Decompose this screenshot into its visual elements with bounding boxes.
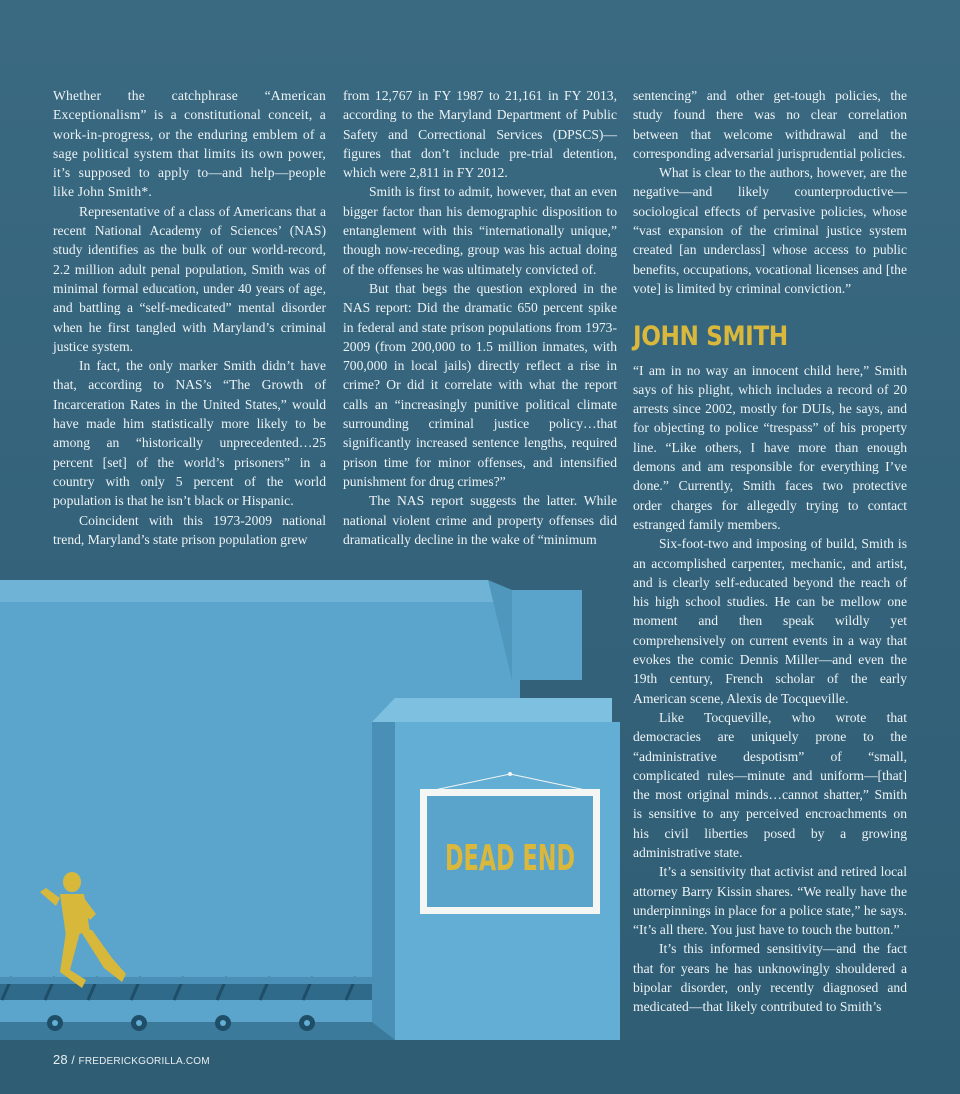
page-footer xyxy=(53,1052,210,1067)
box-top xyxy=(372,698,612,722)
article-column-2 xyxy=(343,86,617,549)
dead-end-illustration xyxy=(0,580,620,1040)
paragraph: from 12,767 in FY 1987 to 21,161 in FY 2013, according to the Maryland Department of Public Safety and Correctional Services (DPSCS)—figures that don’t include pre-trial detention, which were 2,811 in FY 2012. xyxy=(343,88,617,181)
paragraph: sentencing” and other get-tough policies, the study found there was no clear correlation between that welcome withdrawal and the corresponding adversarial jurisprudential policies. xyxy=(633,88,907,161)
site-url: FREDERICKGORILLA.COM xyxy=(78,1056,210,1067)
paragraph: Whether the catchphrase “American Exceptionalism” is a constitutional conceit, a work-in-progress, or the enduring emblem of a sage political system that limits its own power, it’s supposed to apply to—and help—people like John Smith*. xyxy=(53,88,326,200)
section-heading: JOHN SMITH xyxy=(633,321,788,353)
box-side xyxy=(372,722,395,1040)
paragraph: Coincident with this 1973-2009 national trend, Maryland’s state prison population grew xyxy=(53,512,326,547)
paragraph: “I am in no way an innocent child here,” Smith says of his plight, which includes a record of 20 arrests since 2002, mostly for DUIs, he says, and for objecting to police “trespass” of his property line. “Like others, I have more than enough demons and am responsible for everything I’ve done.” Currently, Smith faces two protective order charges for allegedly trying to contact estranged family members. xyxy=(633,362,907,532)
dead-end-sign-text: DEAD END xyxy=(445,838,575,879)
article-column-1 xyxy=(53,86,326,549)
paragraph: It’s this informed sensitivity—and the fact that for years he has unknowingly shouldered a bipolar disorder, only recently diagnosed and medicated—that likely contributed to Smith’s xyxy=(633,941,907,1015)
paragraph: Like Tocqueville, who wrote that democracies are uniquely prone to the “administrative despotism” of “small, complicated rules—minute and uniform—[that] the most original minds…cannot shatter,” Smith is sensitive to any perceived encroachments on his civil liberties posed by a growing administrative state. xyxy=(633,709,907,860)
paragraph: It’s a sensitivity that activist and retired local attorney Barry Kissin shares. “We really have the underpinnings in place for a police state,” he says. “It’s all there. You just have to touch the button.” xyxy=(633,864,907,938)
paragraph: What is clear to the authors, however, are the negative—and likely counterproductive—sociological effects of pervasive policies, whose “vast expansion of the criminal justice system created [an underclass] whose access to public benefits, occupations, vocational licenses and [the vote] is limited by criminal conviction.” xyxy=(633,165,907,296)
footer-separator: / xyxy=(71,1053,75,1067)
paragraph: Smith is first to admit, however, that an even bigger factor than his demographic disposition to entanglement with this “internationally unique,” though now-receding, group was his actual doing of the offenses he was ultimately convicted of. xyxy=(343,184,617,277)
conveyor-belt xyxy=(0,984,372,1000)
paragraph: But that begs the question explored in the NAS report: Did the dramatic 650 percent spike in federal and state prison populations from 1973-2009 (from 200,000 to 1.5 million inmates, with 700,000 in local jails) directly reflect a rise in crime? Or did it correlate with what the report calls an “increasingly punitive political climate surrounding criminal justice policy…that significantly increased sentence lengths, required prison time for minor offenses, and intensified punishment for drug crimes?” xyxy=(343,280,617,489)
article-column-3 xyxy=(633,86,907,1017)
page-number: 28 xyxy=(53,1052,68,1067)
paragraph: Representative of a class of Americans that a recent National Academy of Sciences’ (NAS) study identifies as the bulk of our world-record, 2.2 million adult penal population, Smith was of minimal formal education, under 40 years of age, and battling a “self-medicated” mental disorder when he first tangled with Maryland’s criminal justice system. xyxy=(53,203,326,354)
paragraph: The NAS report suggests the latter. While national violent crime and property offenses did dramatically decline in the wake of “minimum xyxy=(343,493,617,547)
tunnel-top xyxy=(0,580,520,602)
paragraph: In fact, the only marker Smith didn’t have that, according to NAS’s “The Growth of Incarceration Rates in the United States,” would have made him statistically more likely to be among an “historically unprecedented…25 percent [set] of the world’s prisoners” in a country with only 5 percent of the world population is that he isn’t black or Hispanic. xyxy=(53,358,326,509)
paragraph: Six-foot-two and imposing of build, Smith is an accomplished carpenter, mechanic, and artist, and is clearly self-educated beyond the reach of his high school studies. He can be mellow one moment and then speak wildly yet comprehensively on current events in a way that evokes the comic Dennis Miller—and even the 19th century, French scholar of the early American scene, Alexis de Tocqueville. xyxy=(633,536,907,706)
